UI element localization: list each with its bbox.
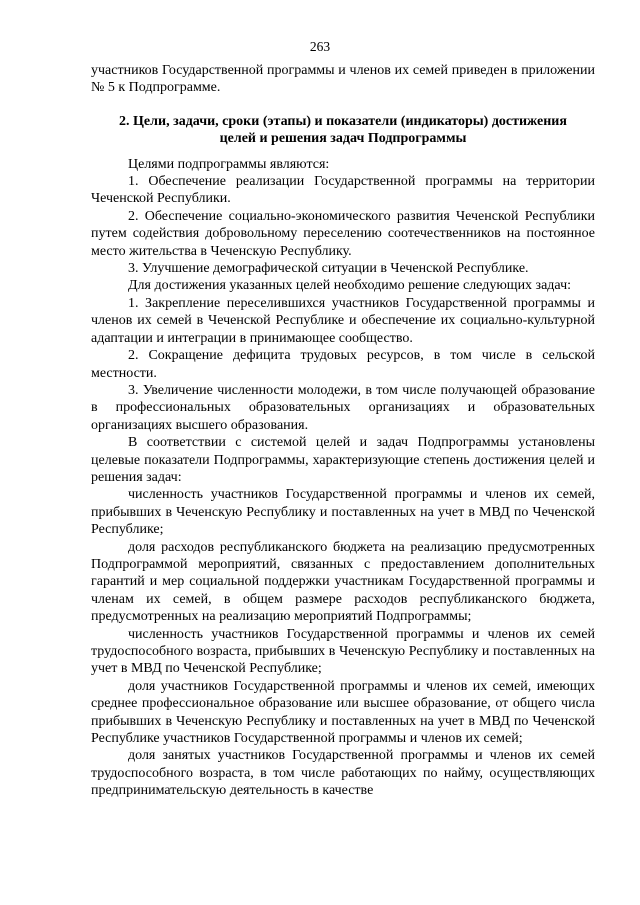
document-body bbox=[91, 62, 595, 800]
paragraph: 2. Обеспечение социально-экономического развития Чеченской Республики путем содействия добровольному переселению соотечественников на постоянное место жительства в Чеченскую Республику. bbox=[91, 208, 595, 259]
page-number: 263 bbox=[309, 39, 331, 54]
paragraph: доля расходов республиканского бюджета на реализацию предусмотренных Подпрограммой мероприятий, связанных с предоставлением дополнительных гарантий и мер социальной поддержки участникам Государственной программы и членам их семей, в общем размере расходов республиканского бюджета, предусмотренных на реализацию мероприятий Подпрограммы; bbox=[91, 539, 595, 625]
paragraph: 3. Улучшение демографической ситуации в Чеченской Республике. bbox=[128, 261, 529, 277]
paragraph: 2. Сокращение дефицита трудовых ресурсов, в том числе в сельской местности. bbox=[91, 348, 595, 381]
paragraph: 3. Увеличение численности молодежи, в том числе получающей образование в профессиональных образовательных организациях и образовательных организациях высшего образования. bbox=[91, 382, 595, 433]
paragraph: доля участников Государственной программы и членов их семей, имеющих среднее профессиональное образование или высшее образование, от общего числа прибывших в Чеченскую Республику и поставленных на учет в МВД по Чеченской Республике участников Государственной программы и членов их семей; bbox=[91, 678, 595, 747]
paragraph: численность участников Государственной программы и членов их семей, прибывших в Чеченскую Республику и поставленных на учет в МВД по Чеченской Республике; bbox=[91, 487, 595, 538]
paragraph: Целями подпрограммы являются: bbox=[128, 156, 330, 172]
paragraph: 1. Обеспечение реализации Государственной программы на территории Чеченской Республики. bbox=[91, 174, 595, 207]
paragraph: Для достижения указанных целей необходимо решение следующих задач: bbox=[128, 278, 572, 294]
paragraph: доля занятых участников Государственной программы и членов их семей трудоспособного возраста, в том числе работающих по найму, осуществляющих предпринимательскую деятельность в качестве bbox=[91, 748, 595, 799]
section-heading: 2. Цели, задачи, сроки (этапы) и показатели (индикаторы) достижения целей и решения задач Подпрограммы bbox=[119, 113, 567, 147]
paragraph: численность участников Государственной программы и членов их семей трудоспособного возраста, прибывших в Чеченскую Республику и поставленных на учет в МВД по Чеченской Республике; bbox=[91, 626, 595, 677]
paragraph: В соответствии с системой целей и задач Подпрограммы установлены целевые показатели Подпрограммы, характеризующие степень достижения целей и решения задач: bbox=[91, 435, 595, 485]
paragraph: 1. Закрепление переселившихся участников Государственной программы и членов их семей в Чеченской Республике и обеспечение их социально-культурной адаптации и интеграции в принимающее сообщество. bbox=[91, 295, 595, 346]
paragraph: участников Государственной программы и членов их семей приведен в приложении № 5 к Подпрограмме. bbox=[91, 63, 595, 96]
